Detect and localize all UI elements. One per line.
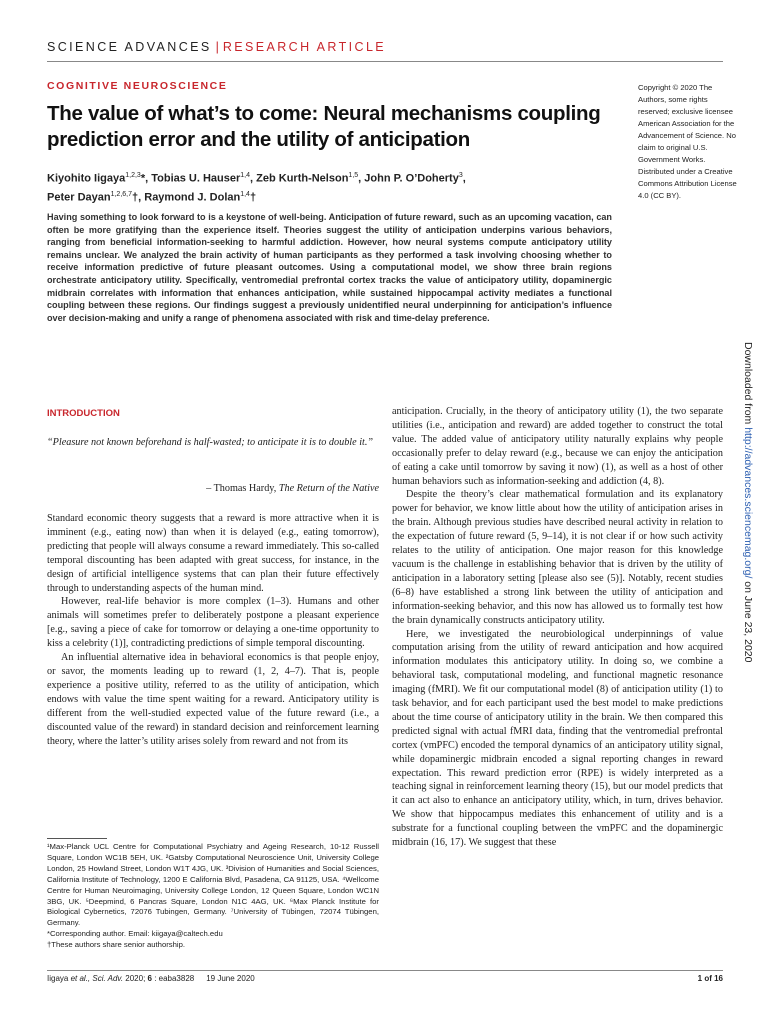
paragraph: anticipation. Crucially, in the theory of anticipatory utility (1), the two separate utilities (i.e., anticipation and reward) are added together to construct the total value. The added value of anticipatory utility naturally explains why people occasionally prefer to delay reward (e.g., because we can enjoy the anticipation of eating a cake until tomorrow by saving it now) (1), as well as a host of other human behaviors such as information-seeking and addiction (4, 8). — [392, 406, 723, 487]
page-number: 1 of 16 — [697, 974, 723, 983]
header-separator: | — [215, 40, 219, 54]
author-affiliation: 1,5 — [348, 172, 359, 179]
author: John P. O’Doherty — [364, 172, 459, 185]
author: Peter Dayan — [47, 191, 111, 204]
paragraph: However, real-life behavior is more complex (1–3). Humans and other animals will sometimes prefer to deliberately postpone a pleasant experience [e.g., saving a piece of cake for tomorrow or delaying a one-time opportunity to kiss a celebrity (1)], contradicting predictions of simple temporal discounting. — [47, 596, 379, 650]
paragraph: Here, we investigated the neurobiological underpinnings of value computation arising from the utility of reward anticipation and how acquired information modulates this anticipatory utility. In doing so, we combine a behavioral task, computational modeling, and functional magnetic resonance imaging (fMRI). We fit our computational model (8) of anticipation utility (1) to task behavior, and for each participant used the best model to make predictions about the time course of anticipatory utility in the brain. We then compared this predicted signal with actual fMRI data, finding that the ventromedial prefrontal cortex (vmPFC) encoded the temporal dynamics of an anticipatory utility signal, while dopaminergic midbrain encoded a signal reporting changes in reward expectation. This reward prediction error (RPE) is widely interpreted as a teaching signal in reinforcement learning theory (15), but our model predicts that it can act also to enhance an anticipatory utility, which, in turn, drives behavior. We show that hippocampus mediates this enhancement of utility and is a substrate for a functional coupling between the vmPFC and the dopaminergic midbrain (16, 17). We suggest that these — [392, 628, 723, 849]
author-affiliation: 1,2,3 — [125, 172, 141, 179]
paragraph: Despite the theory’s clear mathematical formulation and its explanatory power for behavior, we know little about how the utility of anticipation arises in the brain. Although previous studies have described neural activity in relation to the expectation of future reward (5, 9–14), it is not clear if or how such activity relates to the utility of anticipation. One major reason for this knowledge vacuum is the challenge in establishing behavior that is driven by the utility of anticipation in a laboratory setting [please also see (5)]. Notably, recent studies (6–8) have established a strong link between the utility of anticipation and information-seeking behavior, and this now has allowed us to formally test how the brain dynamically constructs anticipatory utility. — [392, 489, 723, 626]
citation-footer: Iigaya et al., Sci. Adv. 2020; 6 : eaba3828 19 June 2020 — [47, 974, 255, 983]
section-heading-introduction: INTRODUCTION — [47, 408, 120, 419]
journal-header — [47, 40, 386, 54]
left-column-body — [47, 512, 379, 748]
journal-link[interactable]: http://advances.sciencemag.org/ — [742, 427, 754, 579]
epigraph: “Pleasure not known beforehand is half-wasted; to anticipate it is to double it.” — [47, 437, 374, 448]
author-affiliation: 1,4 — [240, 190, 250, 198]
author-list: Kiyohito Iigaya$^{1,2,3}$*, Tobias U. Hauser$^{1,4}$, Zeb Kurth-Nelson$^{1,5}$, John P. O’Doherty$^3$, Peter Dayan$^{1,2,6,7}$†, Raymond J. Dolan$^{1,4}$† — [47, 172, 466, 204]
author: Raymond J. Dolan — [144, 191, 241, 204]
author-affiliation: 1,4 — [240, 172, 251, 179]
article-type: RESEARCH ARTICLE — [222, 40, 387, 54]
category-label: COGNITIVE NEUROSCIENCE — [47, 80, 228, 92]
author-affiliation: 3 — [458, 172, 463, 179]
author-affiliation: 1,2,6,7 — [110, 190, 133, 198]
author: Zeb Kurth-Nelson — [256, 172, 349, 185]
footer-rule — [47, 970, 723, 971]
paragraph: Standard economic theory suggests that a reward is more attractive when it is imminent (e.g., eating now) than when it is delayed (e.g., eating tomorrow), predicting that people will always consume a reward immediately. This so-called temporal discounting has been adapted with great success, for instance, in the design of artificial intelligence systems that can plan their future effectively through to understanding aspects of the human mind. — [47, 513, 379, 594]
footnote-rule — [47, 838, 107, 839]
right-column-body — [392, 405, 723, 850]
corresponding-author: *Corresponding author. Email: kiigaya@caltech.edu — [47, 929, 223, 939]
author: Kiyohito Iigaya — [47, 172, 126, 185]
affiliations-footnote — [47, 842, 379, 951]
epigraph-attribution: – Thomas Hardy, The Return of the Native — [206, 483, 379, 494]
paragraph: An influential alternative idea in behavioral economics is that people enjoy, or savor, the moments leading up to reward (1, 2, 4–7). That is, people experience a positive utility, referred to as the utility of anticipation, which endows with value the time spent waiting for a reward. Anticipatory utility is different from the well-studied expected value of the future reward (i.e., a discounted value of the reward) in standard decision and reinforcement learning theory, where the latter’s utility arises solely from reward and not from its — [47, 652, 379, 747]
publication-date: 19 June 2020 — [206, 974, 255, 983]
journal-name: SCIENCE ADVANCES — [47, 40, 212, 54]
article-title: The value of what’s to come: Neural mechanisms coupling prediction error and the utility of anticipation — [47, 102, 601, 151]
header-rule — [47, 61, 723, 62]
copyright-notice: Copyright © 2020 The Authors, some rights reserved; exclusive licensee American Association for the Advancement of Science. No claim to original U.S. Government Works. Distributed under a Creative Commons Attribution License 4.0 (CC BY). — [638, 83, 737, 200]
senior-authorship-note: †These authors share senior authorship. — [47, 940, 186, 950]
affiliations: ¹Max-Planck UCL Centre for Computational Psychiatry and Ageing Research, 10-12 Russell Square, London WC1B 5EH, UK. ²Gatsby Computational Neuroscience Unit, University College London, 25 Howland Street, London W1T 4JG, UK. ³Division of Humanities and Social Sciences, California Institute of Technology, 1200 E California Blvd, Pasadena, CA 91125, USA. ⁴Wellcome Centre for Human Neuroimaging, University College London, 12 Queen Square, London WC1N 3BG, UK. ⁵Deepmind, 6 Pancras Square, London N1C 4AG, UK. ⁶Max Planck Institute for Biological Cybernetics, 72076 Tubingen, Germany. ⁷University of Tübingen, 72074 Tübingen, Germany. — [47, 842, 379, 928]
download-notice: Downloaded from http://advances.sciencemag.org/ on June 23, 2020 — [742, 342, 754, 663]
author: Tobias U. Hauser — [151, 172, 241, 185]
abstract: Having something to look forward to is a keystone of well-being. Anticipation of future reward, such as an upcoming vacation, can often be more gratifying than the experience itself. Theories suggest the utility of anticipation underpins various behaviors, ranging from beneficial information-seeking to harmful addiction. However, how neural systems compute anticipatory utility remains unclear. We analyzed the brain activity of human participants as they performed a task involving choosing whether to receive information predictive of future pleasant outcomes. Using a computational model, we show three brain regions orchestrate anticipatory utility. Specifically, ventromedial prefrontal cortex tracks the value of anticipatory utility, dopaminergic midbrain correlates with information that enhances anticipation, while sustained hippocampal activity mediates a functional coupling between these regions. Our findings suggest a previously unidentified neural underpinning for anticipation’s influence over decision-making and unify a range of phenomena associated with risk and time-delay preference. — [47, 212, 612, 323]
